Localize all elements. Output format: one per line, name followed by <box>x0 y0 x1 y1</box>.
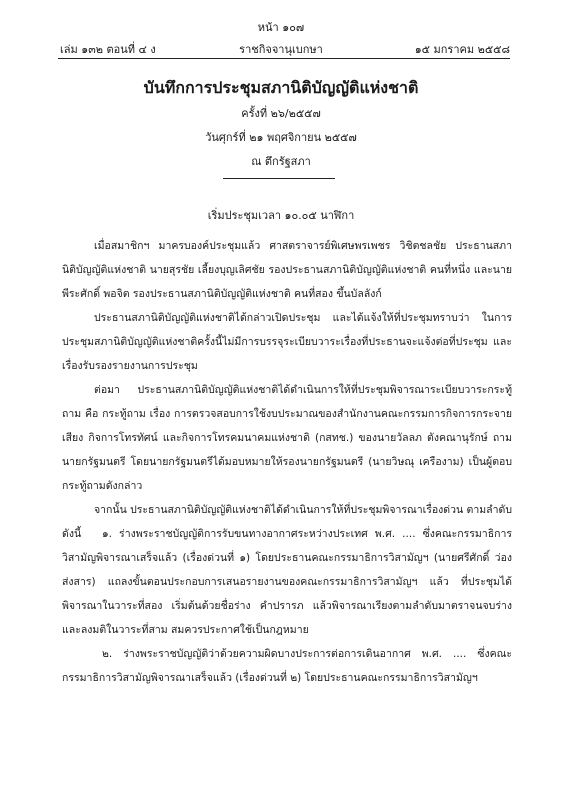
paragraph: ๑. ร่างพระราชบัญญัติการรับขนทางอากาศระหว่างประเทศ พ.ศ. .... ซึ่งคณะกรรมาธิการวิสามัญพิจารณาเสร็จแล้ว (เรื่องด่วนที่ ๑) โดยประธานคณะกรรมาธิการวิสามัญฯ (นายศรีศักดิ์ ว่องส่งสาร) แถลงขั้นตอนประกอบการเสนอรายงานของคณะกรรมาธิการวิสามัญฯ แล้ว ที่ประชุมได้พิจารณาในวาระที่สอง เริ่มต้นด้วยชื่อร่าง คำปรารภ แล้วพิจารณาเรียงตามลำดับมาตราจนจบร่าง และลงมติในวาระที่สาม สมควรประกาศใช้เป็นกฎหมาย <box>62 528 512 636</box>
title-divider <box>223 178 335 179</box>
body-paragraph-3 <box>62 378 512 498</box>
body-paragraph-1 <box>62 234 512 306</box>
document-title: บันทึกการประชุมสภานิติบัญญัติแห่งชาติ <box>143 78 419 97</box>
meeting-venue: ณ ตึกรัฐสภา <box>251 155 311 168</box>
body-paragraph-5 <box>62 522 512 642</box>
paragraph: ๒. ร่างพระราชบัญญัติว่าด้วยความผิดบางประการต่อการเดินอากาศ พ.ศ. .... ซึ่งคณะกรรมาธิการวิสามัญพิจารณาเสร็จแล้ว (เรื่องด่วนที่ ๒) โดยประธานคณะกรรมาธิการวิสามัญฯ <box>62 648 512 684</box>
gazette-name: ราชกิจจานุเบกษา <box>239 43 323 56</box>
meeting-date: วันศุกร์ที่ ๒๑ พฤศจิกายน ๒๕๕๗ <box>205 131 357 144</box>
session-number: ครั้งที่ ๒๖/๒๕๕๗ <box>241 107 321 120</box>
gazette-date: ๑๕ มกราคม ๒๕๕๘ <box>414 43 510 56</box>
paragraph: จากนั้น ประธานสภานิติบัญญัติแห่งชาติได้ดำเนินการให้ที่ประชุมพิจารณาเรื่องด่วน ตามลำดับ ดังนี้ <box>62 504 512 540</box>
body-paragraph-6 <box>62 642 512 690</box>
page-number: หน้า ๑๐๗ <box>257 21 305 34</box>
volume-issue: เล่ม ๑๓๒ ตอนที่ ๔ ง <box>60 43 156 56</box>
gazette-header <box>52 40 510 58</box>
header-divider <box>58 58 510 59</box>
body-paragraph-2 <box>62 306 512 378</box>
start-time: เริ่มประชุมเวลา ๑๐.๐๕ นาฬิกา <box>207 209 355 222</box>
paragraph: เมื่อสมาชิกฯ มาครบองค์ประชุมแล้ว ศาสตราจารย์พิเศษพรเพชร วิชิตชลชัย ประธานสภานิติบัญญัติแห่งชาติ นายสุรชัย เลี้ยงบุญเลิศชัย รองประธานสภานิติบัญญัติแห่งชาติ คนที่หนึ่ง และนายพีระศักดิ์ พอจิต รองประธานสภานิติบัญญัติแห่งชาติ คนที่สอง ขึ้นบัลลังก์ <box>62 240 512 300</box>
paragraph: ต่อมา ประธานสภานิติบัญญัติแห่งชาติได้ดำเนินการให้ที่ประชุมพิจารณาระเบียบวาระกระทู้ถาม คือ กระทู้ถาม เรื่อง การตรวจสอบการใช้งบประมาณของสำนักงานคณะกรรมการกิจการกระจายเสียง กิจการโทรทัศน์ และกิจการโทรคมนาคมแห่งชาติ (กสทช.) ของนายวัลลภ ตังคณานุรักษ์ ถามนายกรัฐมนตรี โดยนายกรัฐมนตรีได้มอบหมายให้รองนายกรัฐมนตรี (นายวิษณุ เครืองาม) เป็นผู้ตอบกระทู้ถามดังกล่าว <box>62 384 512 492</box>
paragraph: ประธานสภานิติบัญญัติแห่งชาติได้กล่าวเปิดประชุม และได้แจ้งให้ที่ประชุมทราบว่า ในการประชุมสภานิติบัญญัติแห่งชาติครั้งนี้ไม่มีการบรรจุระเบียบวาระเรื่องที่ประธานจะแจ้งต่อที่ประชุม และเรื่องรับรองรายงานการประชุม <box>62 312 512 372</box>
